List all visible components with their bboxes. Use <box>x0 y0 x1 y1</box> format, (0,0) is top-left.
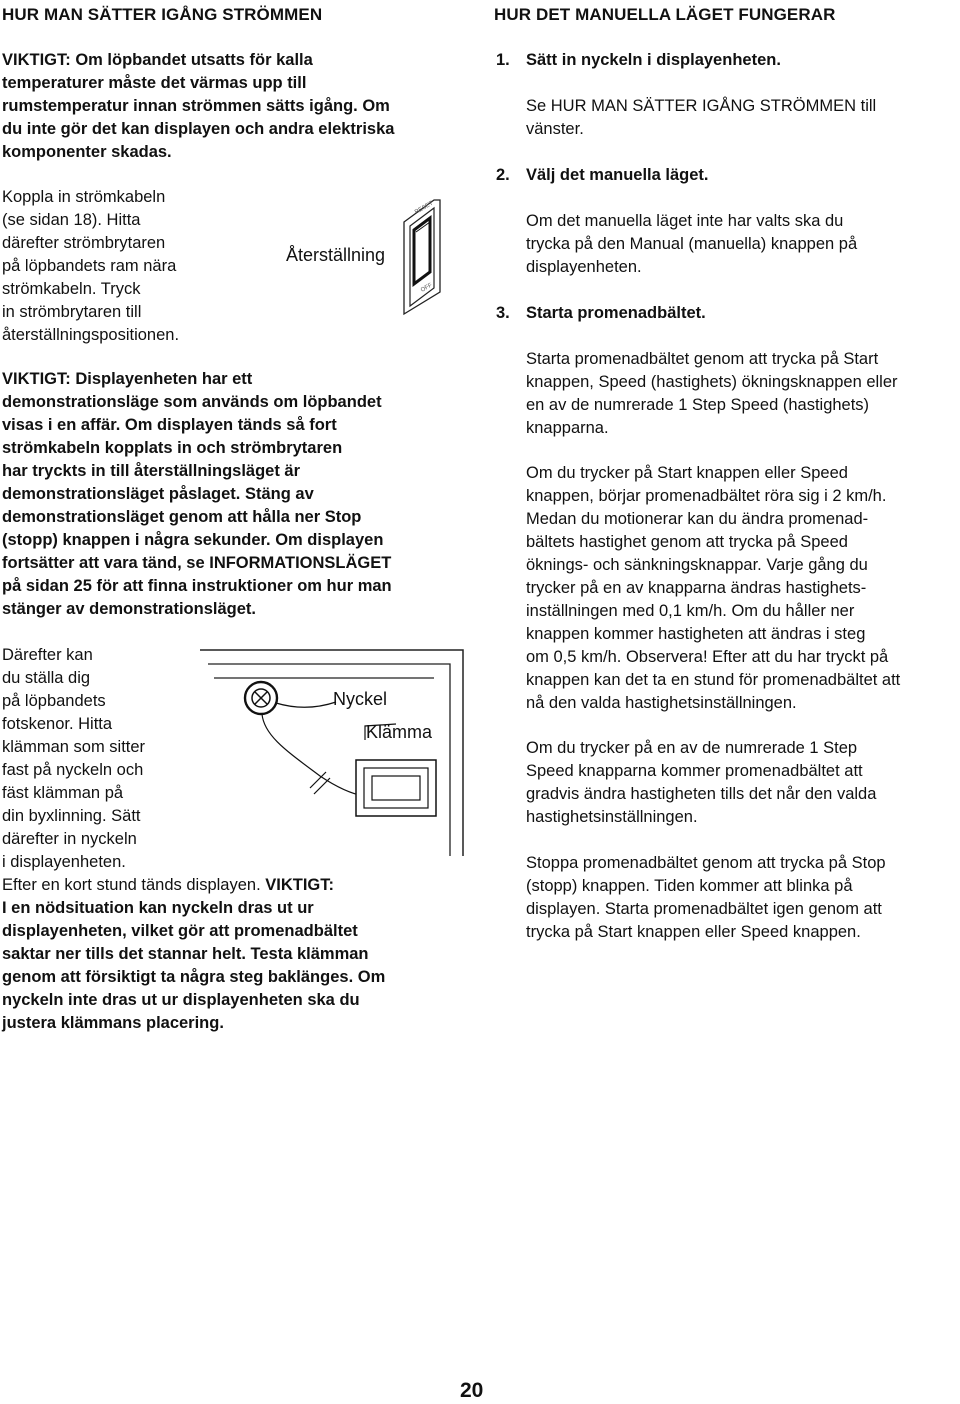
warning-line: temperaturer måste det värmas upp till <box>2 74 307 92</box>
key-line: därefter in nyckeln <box>2 830 137 848</box>
step-number: 2. <box>496 166 510 184</box>
power-line: Koppla in strömkabeln <box>2 188 166 206</box>
text-line: en av de numrerade 1 Step Speed (hastighets) <box>526 396 870 414</box>
step-number: 3. <box>496 304 510 322</box>
section-heading-power: HUR MAN SÄTTER IGÅNG STRÖMMEN <box>2 5 323 24</box>
text-line: Om det manuella läget inte har valts ska du <box>526 212 844 230</box>
switch-text-off: OFF <box>420 282 434 294</box>
text-line: Om du trycker på Start knappen eller Speed <box>526 464 848 482</box>
warning-line: du inte gör det kan displayen och andra elektriska <box>2 120 395 138</box>
text-line: vänster. <box>526 120 584 138</box>
power-line: strömkabeln. Tryck <box>2 280 141 298</box>
key-line: i displayenheten. <box>2 853 126 871</box>
text-line: trycka på Start knappen eller Speed knappen. <box>526 923 861 941</box>
power-instructions <box>2 186 252 347</box>
text-line: knapparna. <box>526 419 609 437</box>
demo-line: visas i en affär. Om displayen tänds så fort <box>2 416 337 434</box>
text-line: Se HUR MAN SÄTTER IGÅNG STRÖMMEN till <box>526 97 877 115</box>
step-1-title <box>496 49 781 72</box>
text-line: trycka på den Manual (manuella) knappen på <box>526 235 858 253</box>
key-line: på löpbandets <box>2 692 106 710</box>
power-line: därefter strömbrytaren <box>2 234 166 252</box>
demo-mode-paragraph <box>2 368 472 621</box>
text-line: Speed knapparna kommer promenadbältet att <box>526 762 863 780</box>
power-line: återställningspositionen. <box>2 326 180 344</box>
demo-line: VIKTIGT: Displayenheten har ett <box>2 370 253 388</box>
text-line: knappen, Speed (hastighets) ökningsknappen eller <box>526 373 898 391</box>
step-title-text: Välj det manuella läget. <box>526 166 709 184</box>
step-number: 1. <box>496 51 510 69</box>
key-line: fast på nyckeln och <box>2 761 144 779</box>
power-line: på löpbandets ram nära <box>2 257 177 275</box>
clip-label: Klämma <box>366 722 433 742</box>
key-line: fotskenor. Hitta <box>2 715 113 733</box>
key-line: Därefter kan <box>2 646 93 664</box>
key-label: Nyckel <box>333 689 388 709</box>
text-line: knappen kan det ta en stund för promenadbältet att <box>526 671 901 689</box>
text-line: knappen, börjar promenadbältet röra sig i 2 km/h. <box>526 487 887 505</box>
demo-line: (stopp) knappen i några sekunder. Om displayen <box>2 531 384 549</box>
text-line: inställningen med 0,1 km/h. Om du håller ner <box>526 602 855 620</box>
text-line: Starta promenadbältet genom att trycka på Start <box>526 350 879 368</box>
warning-line: VIKTIGT: Om löpbandet utsatts för kalla <box>2 51 313 69</box>
text-line: displayen. Starta promenadbältet igen genom att <box>526 900 882 918</box>
emergency-line: saktar ner tills det stannar helt. Testa klämman <box>2 945 369 963</box>
demo-line: demonstrationsläge som används om löpbandet <box>2 393 382 411</box>
demo-line: har tryckts in till återställningsläget är <box>2 462 301 480</box>
step-2-text <box>526 210 958 279</box>
reset-label: Återställning <box>286 245 386 265</box>
demo-line: på sidan 25 för att finna instruktioner om hur man <box>2 577 392 595</box>
power-line: (se sidan 18). Hitta <box>2 211 141 229</box>
emergency-line: justera klämmans placering. <box>2 1014 224 1032</box>
page-number: 20 <box>460 1379 484 1402</box>
after-regular-text: Efter en kort stund tänds displayen. <box>2 876 266 894</box>
key-line: klämman som sitter <box>2 738 146 756</box>
step-3-paragraph-1 <box>526 348 958 440</box>
emergency-line: displayenheten, vilket gör att promenadbältet <box>2 922 358 940</box>
step-3-title <box>496 302 706 325</box>
step-3-paragraph-3 <box>526 737 958 829</box>
warning-line: komponenter skadas. <box>2 143 172 161</box>
text-line: knappen kommer hastigheten att ändras i steg <box>526 625 866 643</box>
text-line: Medan du motionerar kan du ändra promenad- <box>526 510 869 528</box>
step-title-text: Sätt in nyckeln i displayenheten. <box>526 51 781 69</box>
step-2-title <box>496 164 708 187</box>
text-line: bältets hastighet genom att trycka på Speed <box>526 533 848 551</box>
power-line: in strömbrytaren till <box>2 303 142 321</box>
text-line: (stopp) knappen. Tiden kommer att blinka på <box>526 877 853 895</box>
warning-paragraph <box>2 49 472 164</box>
text-line: gradvis ändra hastigheten tills det når den valda <box>526 785 877 803</box>
emergency-line: I en nödsituation kan nyckeln dras ut ur <box>2 899 314 917</box>
emergency-paragraph <box>2 874 472 1035</box>
step-3-paragraph-4 <box>526 852 958 944</box>
text-line: trycker på en av knapparna ändras hastighets- <box>526 579 867 597</box>
demo-line: demonstrationsläget påslaget. Stäng av <box>2 485 314 503</box>
step-title-text: Starta promenadbältet. <box>526 304 706 322</box>
text-line: Stoppa promenadbältet genom att trycka på Stop <box>526 854 886 872</box>
after-viktigt: VIKTIGT: <box>265 876 334 894</box>
step-1-text <box>526 95 958 141</box>
key-clip-illustration <box>198 648 468 858</box>
key-line: du ställa dig <box>2 669 91 687</box>
demo-line: strömkabeln kopplats in och strömbrytaren <box>2 439 343 457</box>
text-line: hastighetsinställningen. <box>526 808 698 826</box>
demo-line: fortsätter att vara tänd, se INFORMATIONSLÄGET <box>2 554 392 572</box>
text-line: öknings- och sänkningsknappar. Varje gång du <box>526 556 868 574</box>
section-heading-manual: HUR DET MANUELLA LÄGET FUNGERAR <box>494 5 836 24</box>
emergency-line: nyckeln inte dras ut ur displayenheten ska du <box>2 991 360 1009</box>
text-line: om 0,5 km/h. Observera! Efter att du har tryckt på <box>526 648 889 666</box>
text-line: displayenheten. <box>526 258 642 276</box>
key-line: din byxlinning. Sätt <box>2 807 141 825</box>
demo-line: stänger av demonstrationsläget. <box>2 600 256 618</box>
switch-text-reset: RESET <box>414 200 435 216</box>
warning-line: rumstemperatur innan strömmen sätts igång. Om <box>2 97 390 115</box>
step-3-paragraph-2 <box>526 462 958 715</box>
key-instructions <box>2 644 192 874</box>
text-line: Om du trycker på en av de numrerade 1 Step <box>526 739 858 757</box>
key-line: fäst klämman på <box>2 784 124 802</box>
text-line: nå den valda hastighetsinställningen. <box>526 694 797 712</box>
demo-line: demonstrationsläget genom att hålla ner Stop <box>2 508 362 526</box>
reset-switch-illustration <box>388 192 448 322</box>
emergency-line: genom att försiktigt ta några steg baklänges. Om <box>2 968 386 986</box>
